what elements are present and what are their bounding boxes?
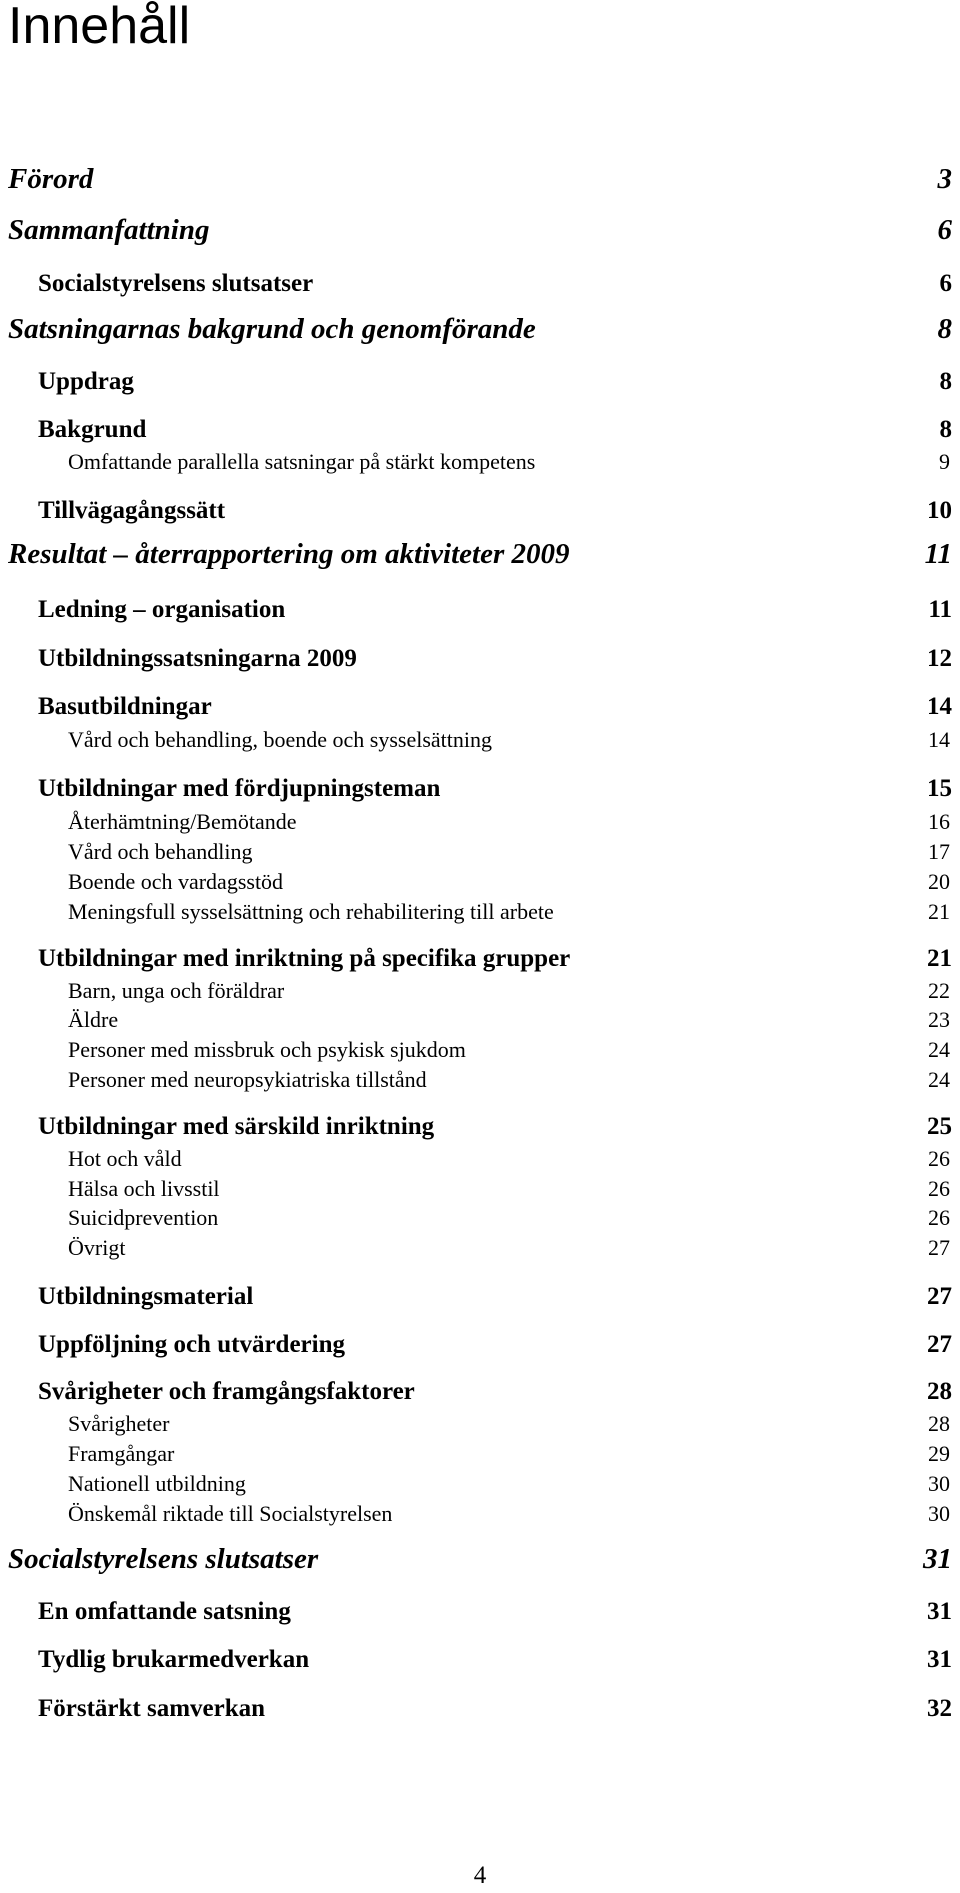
toc-entry-page: 28 — [927, 1378, 952, 1405]
toc-entry-label: Förstärkt samverkan — [38, 1695, 266, 1722]
toc-entry-page: 16 — [928, 809, 950, 834]
toc-entry-label: Nationell utbildning — [68, 1471, 246, 1496]
toc-entry-page: 3 — [937, 163, 952, 195]
toc-entry-page: 11 — [924, 538, 952, 570]
toc-entry-label: Sammanfattning — [8, 214, 210, 246]
toc-entry-page: 8 — [939, 368, 952, 395]
toc-entry-label: Önskemål riktade till Socialstyrelsen — [68, 1501, 393, 1526]
toc-entry-page: 21 — [927, 945, 952, 972]
toc-entry-page: 6 — [939, 270, 952, 297]
toc-entry-label: Basutbildningar — [38, 693, 212, 720]
toc-entry-label: Personer med missbruk och psykisk sjukdom — [68, 1037, 466, 1062]
toc-entry-page: 31 — [927, 1646, 952, 1673]
toc-entry-page: 28 — [928, 1411, 950, 1436]
toc-entry-label: Förord — [8, 163, 94, 195]
toc-entry-page: 11 — [928, 596, 952, 623]
toc-entry-page: 25 — [927, 1113, 952, 1140]
toc-entry-page: 24 — [928, 1037, 950, 1062]
toc-entry-label: Bakgrund — [38, 416, 147, 443]
toc-entry-page: 24 — [928, 1067, 950, 1092]
toc-entry-label: En omfattande satsning — [38, 1598, 291, 1625]
toc-entry-label: Vård och behandling, boende och sysselsättning — [68, 727, 493, 752]
toc-entry-label: Återhämtning/Bemötande — [68, 809, 297, 834]
toc-entry-label: Omfattande parallella satsningar på stärkt kompetens — [68, 449, 536, 474]
toc-entry-page: 22 — [928, 978, 950, 1003]
toc-entry-page: 31 — [923, 1543, 952, 1575]
toc-entry-label: Utbildningsmaterial — [38, 1283, 254, 1310]
page-number: 4 — [473, 1862, 487, 1889]
toc-entry-page: 8 — [937, 313, 952, 345]
toc-entry-page: 26 — [928, 1176, 950, 1201]
page-title: Innehåll — [8, 0, 191, 55]
toc-entry-page: 9 — [939, 449, 950, 474]
toc-entry-label: Satsningarnas bakgrund och genomförande — [8, 313, 536, 345]
toc-entry-label: Resultat – återrapportering om aktiviteter 2009 — [8, 538, 570, 570]
toc-entry-page: 26 — [928, 1146, 950, 1171]
toc-entry-label: Framgångar — [68, 1441, 175, 1466]
toc-entry-page: 32 — [927, 1695, 952, 1722]
toc-entry-label: Meningsfull sysselsättning och rehabilitering till arbete — [68, 899, 554, 924]
toc-entry-page: 23 — [928, 1007, 950, 1032]
toc-entry-label: Vård och behandling — [68, 839, 253, 864]
toc-entry-label: Svårigheter och framgångsfaktorer — [38, 1378, 415, 1405]
toc-entry-page: 26 — [928, 1205, 950, 1230]
toc-entry-label: Boende och vardagsstöd — [68, 869, 284, 894]
toc-entry-page: 30 — [928, 1471, 950, 1496]
toc-entry-page: 20 — [928, 869, 950, 894]
toc-entry-page: 17 — [928, 839, 950, 864]
toc-entry-label: Socialstyrelsens slutsatser — [38, 270, 314, 297]
toc-entry-label: Tydlig brukarmedverkan — [38, 1646, 310, 1673]
toc-entry-label: Hot och våld — [68, 1146, 182, 1171]
toc-entry-page: 30 — [928, 1501, 950, 1526]
toc-entry-label: Barn, unga och föräldrar — [68, 978, 285, 1003]
toc-entry-page: 29 — [928, 1441, 950, 1466]
toc-entry-label: Äldre — [68, 1007, 119, 1032]
toc-entry-page: 27 — [928, 1235, 950, 1260]
toc-entry-label: Ledning – organisation — [38, 596, 286, 623]
toc-entry-label: Hälsa och livsstil — [68, 1176, 220, 1201]
toc-entry-label: Suicidprevention — [68, 1205, 219, 1230]
toc-entry-label: Utbildningar med inriktning på specifika grupper — [38, 945, 571, 972]
toc-entry-label: Uppdrag — [38, 368, 134, 395]
toc-entry-page: 21 — [928, 899, 950, 924]
toc-entry-page: 10 — [927, 497, 952, 524]
toc-entry-page: 14 — [928, 727, 950, 752]
toc-entry-page: 6 — [937, 214, 952, 246]
toc-entry-page: 27 — [927, 1331, 952, 1358]
toc-entry-page: 27 — [927, 1283, 952, 1310]
toc-entry-label: Uppföljning och utvärdering — [38, 1331, 345, 1358]
toc-entry-label: Övrigt — [68, 1235, 126, 1260]
toc-entry-page: 14 — [927, 693, 952, 720]
toc-entry-page: 8 — [939, 416, 952, 443]
toc-entry-label: Socialstyrelsens slutsatser — [8, 1543, 319, 1575]
toc-entry-page: 15 — [927, 775, 952, 802]
toc-entry-page: 12 — [927, 645, 952, 672]
toc-entry-page: 31 — [927, 1598, 952, 1625]
toc-entry-label: Personer med neuropsykiatriska tillstånd — [68, 1067, 427, 1092]
toc-entry-label: Svårigheter — [68, 1411, 170, 1436]
toc-entry-label: Utbildningar med särskild inriktning — [38, 1113, 435, 1140]
toc-entry-label: Utbildningar med fördjupningsteman — [38, 775, 441, 802]
toc-entry-label: Tillvägagångssätt — [38, 497, 226, 524]
toc-entry-label: Utbildningssatsningarna 2009 — [38, 645, 357, 672]
